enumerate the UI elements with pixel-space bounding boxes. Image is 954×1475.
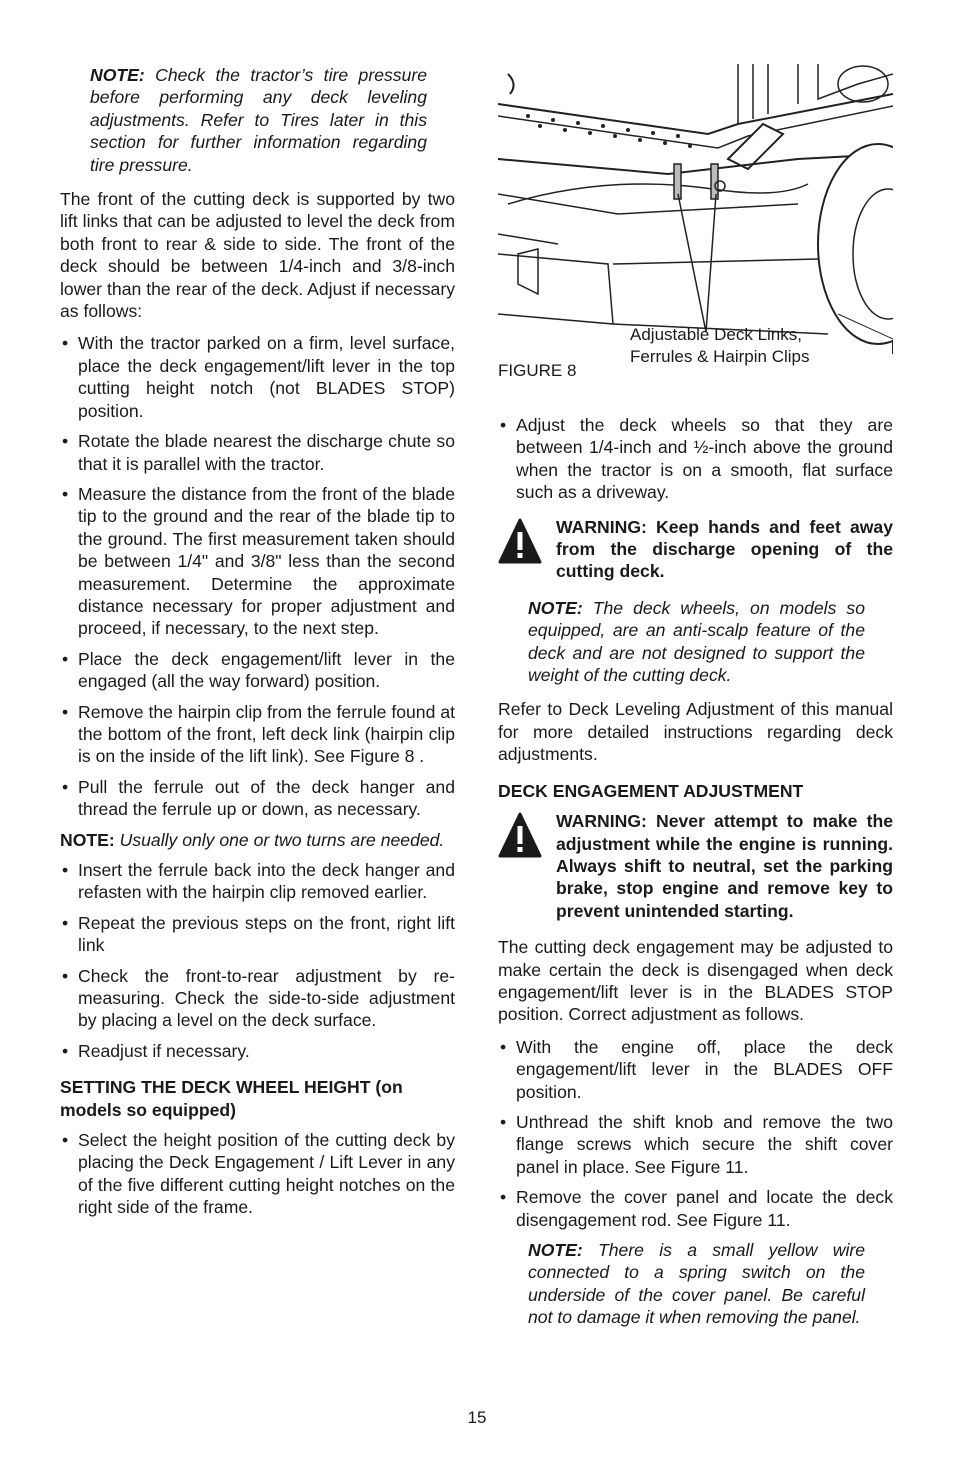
warning-text: WARNING: Never attempt to make the adjustment while the engine is running. Always shift to neutral, set the parking brake, stop engine and remove key to prevent unintended starting.: [556, 811, 893, 921]
page-number: 15: [467, 1408, 487, 1427]
note-text: Check the tractor’s tire pressure before performing any deck leveling adjustments. Refer to Tires later in this section for further information regarding tire pressure.: [90, 65, 427, 175]
note-yellow-wire: [528, 1239, 865, 1329]
list-item: • Measure the distance from the front of the blade tip to the ground and the rear of the blade tip to the ground. The first measurement taken should be between 1/4" and 3/8" less than the second measurement. Determine the approximate distance necessary for proper adjustment and proceed, if necessary, to the next step.: [60, 483, 455, 640]
figure-label: FIGURE 8: [498, 361, 577, 380]
note-label: NOTE:: [90, 65, 145, 85]
warning-icon: [498, 518, 542, 564]
warning-icon: [498, 812, 542, 858]
warning-block-discharge: [498, 516, 893, 583]
wheel-adjust-list: [498, 414, 893, 504]
intro-paragraph: The front of the cutting deck is supported by two lift links that can be adjusted to level the deck from both front to rear & side to side. The front of the deck should be between 1/4-inch and 3/8-inch lower than the rear of the deck. Adjust if necessary as follows:: [60, 189, 455, 322]
list-item: • Pull the ferrule out of the deck hanger and thread the ferrule up or down, as necessary.: [60, 776, 455, 821]
figure-caption: [630, 324, 810, 368]
list-item: • Remove the hairpin clip from the ferrule found at the bottom of the front, left deck link (hairpin clip is on the inside of the lift link). See Figure 8 .: [60, 701, 455, 768]
caption-line: Ferrules & Hairpin Clips: [630, 347, 810, 366]
list-item: • Insert the ferrule back into the deck hanger and refasten with the hairpin clip removed earlier.: [60, 859, 455, 904]
note-tire-pressure: [90, 64, 427, 176]
leveling-steps-list-2: [60, 859, 455, 1062]
list-item: • Remove the cover panel and locate the deck disengagement rod. See Figure 11.: [498, 1186, 893, 1231]
note-label: NOTE:: [60, 829, 115, 850]
leveling-steps-list: [60, 332, 455, 820]
left-column: [60, 64, 455, 1227]
deck-illustration: [498, 64, 893, 354]
caption-line: Adjustable Deck Links,: [630, 325, 802, 344]
list-item: • Repeat the previous steps on the front, right lift link: [60, 912, 455, 957]
section-heading-wheel-height: SETTING THE DECK WHEEL HEIGHT (on models so equipped): [60, 1077, 403, 1120]
list-item: • Unthread the shift knob and remove the two flange screws which secure the shift cover panel in place. See Figure 11.: [498, 1111, 893, 1178]
note-text: There is a small yellow wire connected to a spring switch on the underside of the cover panel. Be careful not to damage it when removing the panel.: [528, 1240, 865, 1328]
note-text: Usually only one or two turns are needed.: [114, 829, 445, 850]
list-item: • Check the front-to-rear adjustment by re-measuring. Check the side-to-side adjustment by placing a level on the deck surface.: [60, 965, 455, 1032]
wheel-height-list: [60, 1129, 455, 1219]
note-label: NOTE:: [528, 1240, 583, 1260]
figure-8: [498, 64, 893, 384]
list-item: • Readjust if necessary.: [60, 1040, 455, 1062]
list-item: • With the tractor parked on a firm, level surface, place the deck engagement/lift lever in the top cutting height notch (not BLADES STOP) position.: [60, 332, 455, 422]
list-item: • Place the deck engagement/lift lever in the engaged (all the way forward) position.: [60, 648, 455, 693]
list-item: • Select the height position of the cutting deck by placing the Deck Engagement / Lift Lever in any of the five different cutting height notches on the right side of the frame.: [60, 1129, 455, 1219]
refer-paragraph: Refer to Deck Leveling Adjustment of this manual for more detailed instructions regarding deck adjustments.: [498, 699, 893, 765]
warning-text: WARNING: Keep hands and feet away from the discharge opening of the cutting deck.: [556, 516, 893, 582]
note-label: NOTE:: [528, 597, 583, 618]
list-item: • With the engine off, place the deck engagement/lift lever in the BLADES OFF position.: [498, 1036, 893, 1103]
engagement-paragraph: The cutting deck engagement may be adjusted to make certain the deck is disengaged when deck engagement/lift lever is in the BLADES STOP position. Correct adjustment as follows.: [498, 937, 893, 1025]
right-column: [498, 64, 893, 1341]
note-deck-wheels: [528, 597, 865, 687]
engagement-steps-list: [498, 1036, 893, 1231]
list-item: • Rotate the blade nearest the discharge chute so that it is parallel with the tractor.: [60, 430, 455, 475]
warning-block-engine: [498, 810, 893, 922]
note-text: The deck wheels, on models so equipped, are an anti-scalp feature of the deck and are not designed to support the weight of the cutting deck.: [528, 597, 865, 686]
note-turns: [60, 829, 455, 851]
list-item: • Adjust the deck wheels so that they are between 1/4-inch and ½-inch above the ground when the tractor is on a smooth, flat surface such as a driveway.: [498, 414, 893, 504]
section-heading-engagement: DECK ENGAGEMENT ADJUSTMENT: [498, 780, 804, 801]
